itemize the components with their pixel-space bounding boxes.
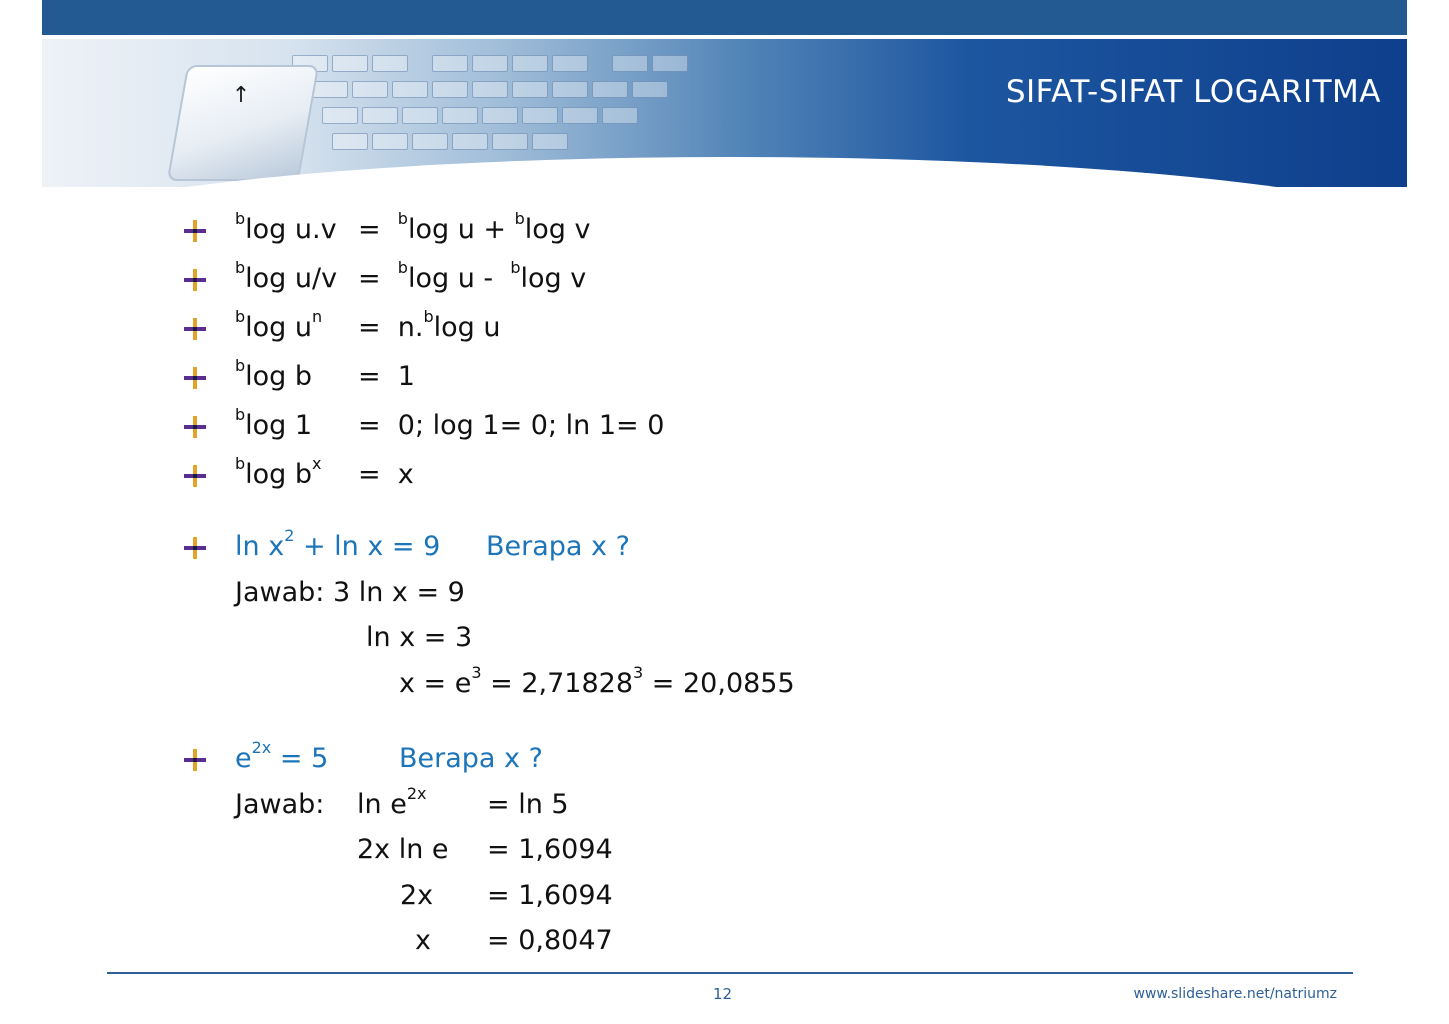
bullet-icon xyxy=(184,269,206,291)
example2-row-right: = 1,6094 xyxy=(487,834,613,865)
property-rhs: = $^b$log u - $^b$log v xyxy=(358,258,587,294)
example2-row-right: = ln 5 xyxy=(487,789,569,820)
example2-row-left: 2x xyxy=(400,880,434,911)
example2-row-left: $\ln e^{2x}$ xyxy=(357,784,427,820)
example2-question: $e^{2x} = 5$ xyxy=(235,738,329,774)
example1-answer-line1: Jawab: 3 ln x = 9 xyxy=(235,577,465,608)
bullet-icon xyxy=(184,465,206,487)
property-lhs: $^b$log $u^n$ xyxy=(235,307,323,343)
bullet-icon xyxy=(184,749,206,771)
example1-answer-line3: $x = e^3 = 2,71828^3 = 20,0855$ xyxy=(399,663,795,699)
example1-ask: Berapa x ? xyxy=(486,531,630,562)
example1-question: $\ln x^2 + \ln x = 9$ xyxy=(235,526,441,562)
arrow-up-icon: ↑ xyxy=(231,83,251,108)
page-number: 12 xyxy=(713,985,733,1003)
bullet-icon xyxy=(184,416,206,438)
bullet-icon xyxy=(184,318,206,340)
header-banner xyxy=(42,39,1407,187)
property-rhs: = x xyxy=(358,459,414,490)
footer-url: www.slideshare.net/natriumz xyxy=(1133,986,1337,1002)
example2-row-right: = 0,8047 xyxy=(487,925,613,956)
example1-answer-line2: ln x = 3 xyxy=(366,622,473,653)
example2-jawab-label: Jawab: xyxy=(235,789,325,820)
keyboard-key-image xyxy=(167,65,319,181)
property-lhs: $^b$log b xyxy=(235,356,313,392)
example2-ask: Berapa x ? xyxy=(399,743,543,774)
property-lhs: $^b$log 1 xyxy=(235,405,313,441)
example2-row-right: = 1,6094 xyxy=(487,880,613,911)
footer-divider xyxy=(107,972,1353,974)
bullet-icon xyxy=(184,220,206,242)
example2-row-left: x xyxy=(415,925,431,956)
property-rhs: = 1 xyxy=(358,361,415,392)
header-top-bar xyxy=(42,0,1407,35)
slide-title: SIFAT-SIFAT LOGARITMA xyxy=(1005,74,1381,110)
bullet-icon xyxy=(184,367,206,389)
property-rhs: = n.$^b$log u xyxy=(358,307,501,343)
property-rhs: = $^b$log u + $^b$log v xyxy=(358,209,591,245)
property-lhs: $^b$log u.v xyxy=(235,209,337,245)
property-lhs: $^b$log u/v xyxy=(235,258,338,294)
example2-row-left: 2x ln e xyxy=(357,834,449,865)
property-rhs: = 0; log 1= 0; ln 1= 0 xyxy=(358,410,665,441)
bullet-icon xyxy=(184,537,206,559)
property-lhs: $^b$log $b^x$ xyxy=(235,454,322,490)
